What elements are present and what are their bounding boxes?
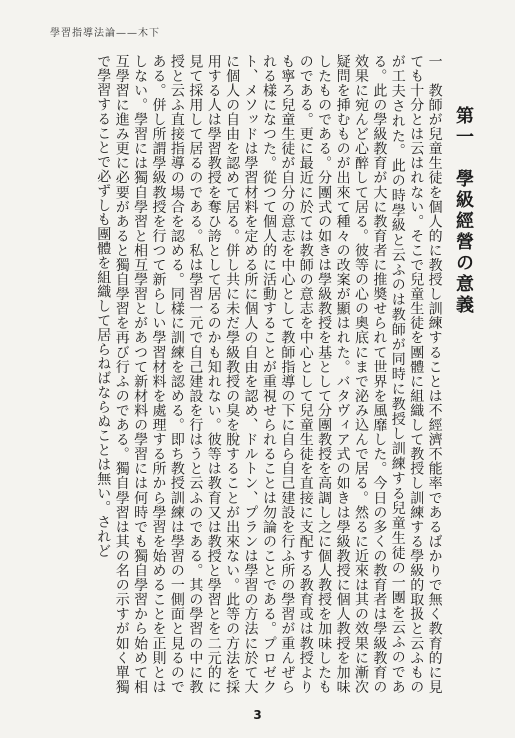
- paragraph: 一 教師が兒童生徒を個人的に教授し訓練することは不經濟不能率であるばかりで無く教育的に見ても十分とは云はれない。そこで兒童生徒を團體に組織して教授し訓練する學級的取扱と云ふものが工夫された。此の時學級と云ふのは教師が同時に教授し訓練する兒童生徒の一團を云ふのである。此の學級教育が大に教育者に推奬せられて世界を風靡した。今日の多くの教育者は學級教育の效果に宛んど心醉して居る。彼等の心の奧底にまで泌み込んで居る。然るに近來は其の效果に漸次疑問を挿むものが出來て種々の改案が顯はれた。バタヴィア式の如きは學級教授に個人教授を加味したものである。分團式の如きは學級教授を基として分團教授を高調し之に個人教授を加味したものである。更に最近に於ては教師の意志を中心として兒童生徒を直接に支配する教育或は教授よりも寧ろ兒童生徒が自分の意志を中心として教師指導の下に自ら自己建設を行ふ所の學習が重んぜられる樣になつた。從つて個人的に活動することが重視せられることは勿論のことである。プロゼクト、メソッドは學習材料を定める所に個人の自由を認め、ドルトン、プランは學習の方法に於て大に個人の自由を認めて居る。併し共に未だ學級教授の臭を脫することが出來ない。此等の方法を採用する人は學習教授を奪ひ誇として居るのかも知れない。彼等は教育又は教授と學習とを二元的に見て採用して居るのである。私は學習一元で自己建設を行はうと云ふのである。其の學習の中に教授と云ふ直接指導の場合を認める。同樣に訓練を認める。即ち教授訓練は學習の一側面と見るのである。併し所謂學級教授を行つて新らしい學習材料を處理する所から學習を始めることを正則とはしない。學習には獨自學習と相互學習とがあつて新材料の學習には何時でも獨自學習から始めて相互學習に進み更に必要があると獨自學習を再び行ふのである。獨自學習は其の名の示すが如く單獨で學習することで必ずしも團體を組織して居らねばならぬことは無い。されど: [95, 54, 443, 694]
- page-number: 3: [253, 708, 262, 722]
- section-title: 第一 學級經營の意義: [453, 106, 474, 316]
- running-head: 學習指導法論——木下: [50, 28, 160, 39]
- body-text: [56, 54, 480, 694]
